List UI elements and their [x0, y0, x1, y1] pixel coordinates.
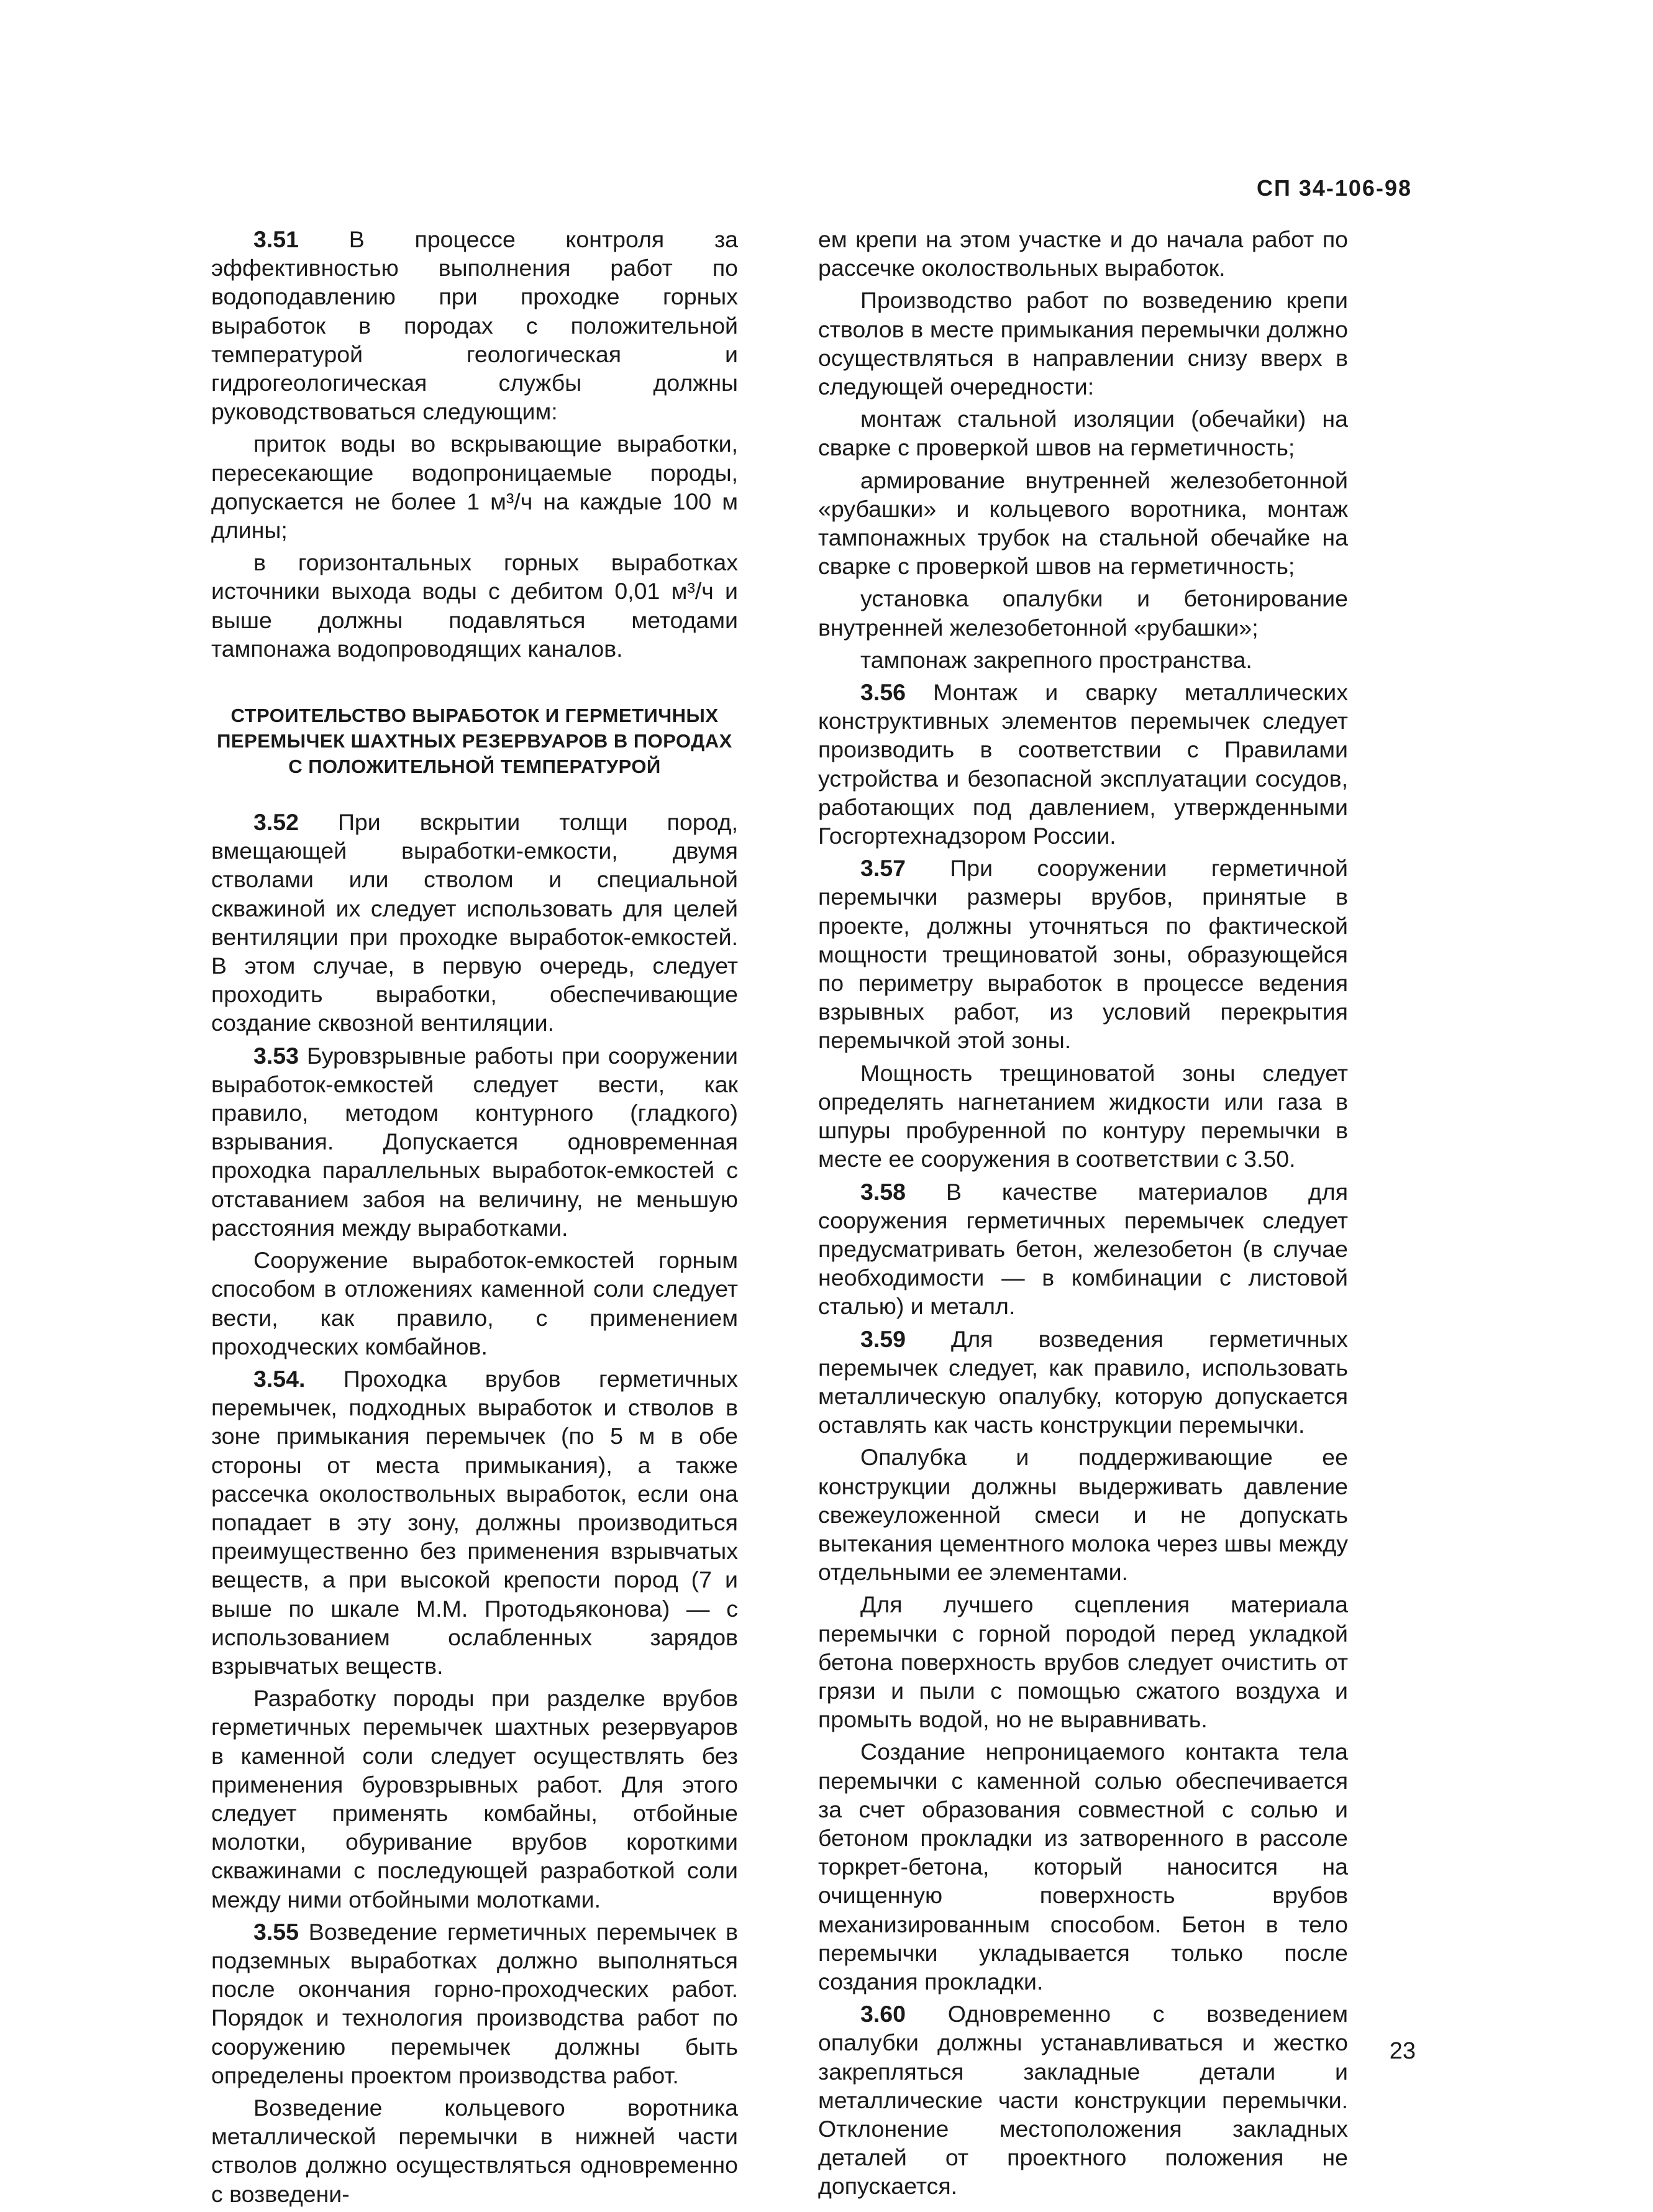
document-code: СП 34-106-98: [1256, 175, 1412, 201]
paragraph: Опалубка и поддерживающие ее конструкции должны выдерживать давление свежеуложенной смеси и не допускать вытекания цементного молока через швы между отдельными ее элементами.: [818, 1444, 1348, 1586]
clause-number: 3.58: [860, 1178, 906, 1205]
clause-text: При вскрытии толщи пород, вмещающей выработки-емкости, двумя стволами или стволом и специальной скважиной их следует использовать для целей вентиляции при проходке выработок-емкостей. В этом случае, в первую очередь, следует проходить выработки, обеспечивающие создание сквозной вентиляции.: [211, 809, 738, 1036]
clause-number: 3.60: [860, 2001, 906, 2027]
clause-number: 3.51: [253, 226, 299, 252]
clause-number: 3.53: [253, 1042, 299, 1069]
clause-3-54: [211, 1364, 738, 1680]
clause-3-51: [211, 225, 738, 426]
clause-3-52: [211, 808, 738, 1038]
paragraph: Разработку породы при разделке врубов герметичных перемычек шахтных резервуаров в каменной соли следует осуществлять без применения буровзрывных работ. Для этого следует применять комбайны, отбойные молотки, обуривание врубов короткими скважинами с последующей разработкой соли между ними отбойными молотками.: [211, 1685, 738, 1913]
clause-text: Возведение герметичных перемычек в подземных выработках должно выполняться после окончания горно-проходческих работ. Порядок и технология производства работ по сооружению перемычек должны быть определены проектом производства работ.: [211, 1918, 738, 2088]
list-item: монтаж стальной изоляции (обечайки) на сварке с проверкой швов на герметичность;: [818, 406, 1348, 461]
section-heading: СТРОИТЕЛЬСТВО ВЫРАБОТОК И ГЕРМЕТИЧНЫХ ПЕРЕМЫЧЕК ШАХТНЫХ РЕЗЕРВУАРОВ В ПОРОДАХ С ПОЛОЖИТЕЛЬНОЙ ТЕМПЕРАТУРОЙ: [217, 705, 732, 778]
paragraph: Производство работ по возведению крепи стволов в месте примыкания перемычки должно осуществляться в направлении снизу вверх в следующей очередности:: [818, 287, 1348, 400]
clause-3-53: [211, 1041, 738, 1242]
clause-number: 3.55: [253, 1918, 299, 1945]
clause-3-55: [211, 1917, 738, 2090]
paragraph: Возведение кольцевого воротника металлической перемычки в нижней части стволов должно осуществляться одновременно с возведени-: [211, 2094, 738, 2207]
clause-3-56: [818, 678, 1348, 850]
paragraph: в горизонтальных горных выработках источники выхода воды с дебитом 0,01 м³/ч и выше должны подавляться методами тампонажа водопроводящих каналов.: [211, 549, 738, 662]
right-column: [818, 225, 1348, 2205]
clause-text: Одновременно с возведением опалубки должны устанавливаться и жестко закрепляться закладные детали и металлические части конструкции перемычки. Отклонение местоположения закладных деталей от проектного положения не допускается.: [818, 2001, 1348, 2200]
paragraph: Создание непроницаемого контакта тела перемычки с каменной солью обеспечивается за счет образования совместной с солью и бетоном прокладки из затворенного в рассоле торкрет-бетона, который наносится на очищенную поверхность врубов механизированным способом. Бетон в тело перемычки укладывается только после создания прокладки.: [818, 1739, 1348, 1995]
left-column: [211, 225, 738, 2212]
clause-3-59: [818, 1325, 1348, 1440]
page-number: 23: [1389, 2038, 1416, 2064]
list-item: тампонаж закрепного пространства.: [860, 646, 1252, 673]
clause-number: 3.57: [860, 855, 906, 882]
paragraph-continued: ем крепи на этом участке и до начала работ по рассечке околоствольных выработок.: [818, 226, 1348, 281]
list-item: установка опалубки и бетонирование внутренней железобетонной «рубашки»;: [818, 585, 1348, 641]
clause-3-58: [818, 1177, 1348, 1321]
clause-text: В процессе контроля за эффективностью выполнения работ по водоподавлению при проходке горных выработок в породах с положительной температурой геологическая и гидрогеологическая службы должны руководствоваться следующим:: [211, 226, 738, 425]
clause-text: Для возведения герметичных перемычек следует, как правило, использовать металлическую опалубку, которую допускается оставлять как часть конструкции перемычки.: [818, 1325, 1348, 1438]
clause-text: При сооружении герметичной перемычки размеры врубов, принятые в проекте, должны уточняться по фактической мощности трещиноватой зоны, образующейся по периметру выработок в процессе ведения взрывных работ, из условий перекрытия перемычкой этой зоны.: [818, 855, 1348, 1054]
paragraph: приток воды во вскрывающие выработки, пересекающие водопроницаемые породы, допускается не более 1 м³/ч на каждые 100 м длины;: [211, 431, 738, 544]
clause-number: 3.56: [860, 679, 906, 706]
clause-3-57: [818, 854, 1348, 1054]
clause-text: В качестве материалов для сооружения герметичных перемычек следует предусматривать бетон, железобетон (в случае необходимости — в комбинации с листовой сталью) и металл.: [818, 1178, 1348, 1320]
clause-3-60: [818, 1999, 1348, 2200]
list-item: армирование внутренней железобетонной «рубашки» и кольцевого воротника, монтаж тампонажных трубок на стальной обечайке на сварке с проверкой швов на герметичность;: [818, 467, 1348, 580]
clause-number: 3.52: [253, 809, 299, 836]
clause-number: 3.59: [860, 1325, 906, 1352]
paragraph: Для лучшего сцепления материала перемычки с горной породой перед укладкой бетона поверхность врубов следует очистить от грязи и пыли с помощью сжатого воздуха и промыть водой, но не выравнивать.: [818, 1591, 1348, 1733]
clause-text: Проходка врубов герметичных перемычек, подходных выработок и стволов в зоне примыкания перемычек (по 5 м в обе стороны от места примыкания), а также рассечка околоствольных выработок, если она попадает в эту зону, должны производиться преимущественно без применения взрывчатых веществ, а при высокой крепости пород (7 и выше по шкале М.М. Протодьяконова) — с использованием ослабленных зарядов взрывчатых веществ.: [211, 1365, 738, 1679]
clause-text: Монтаж и сварку металлических конструктивных элементов перемычек следует производить в соответствии с Правилами устройства и безопасной эксплуатации сосудов, работающих под давлением, утвержденными Госгортехнадзором России.: [818, 679, 1348, 849]
paragraph: Мощность трещиноватой зоны следует определять нагнетанием жидкости или газа в шпуры пробуренной по контуру перемычки в месте ее сооружения в соответствии с 3.50.: [818, 1059, 1348, 1172]
paragraph: Сооружение выработок-емкостей горным способом в отложениях каменной соли следует вести, как правило, с применением проходческих комбайнов.: [211, 1247, 738, 1360]
clause-text: Буровзрывные работы при сооружении выработок-емкостей следует вести, как правило, методом контурного (гладкого) взрывания. Допускается одновременная проходка параллельных выработок-емкостей с отставанием забоя на величину, не меньшую расстояния между выработками.: [211, 1042, 738, 1241]
clause-number: 3.54.: [253, 1365, 306, 1392]
